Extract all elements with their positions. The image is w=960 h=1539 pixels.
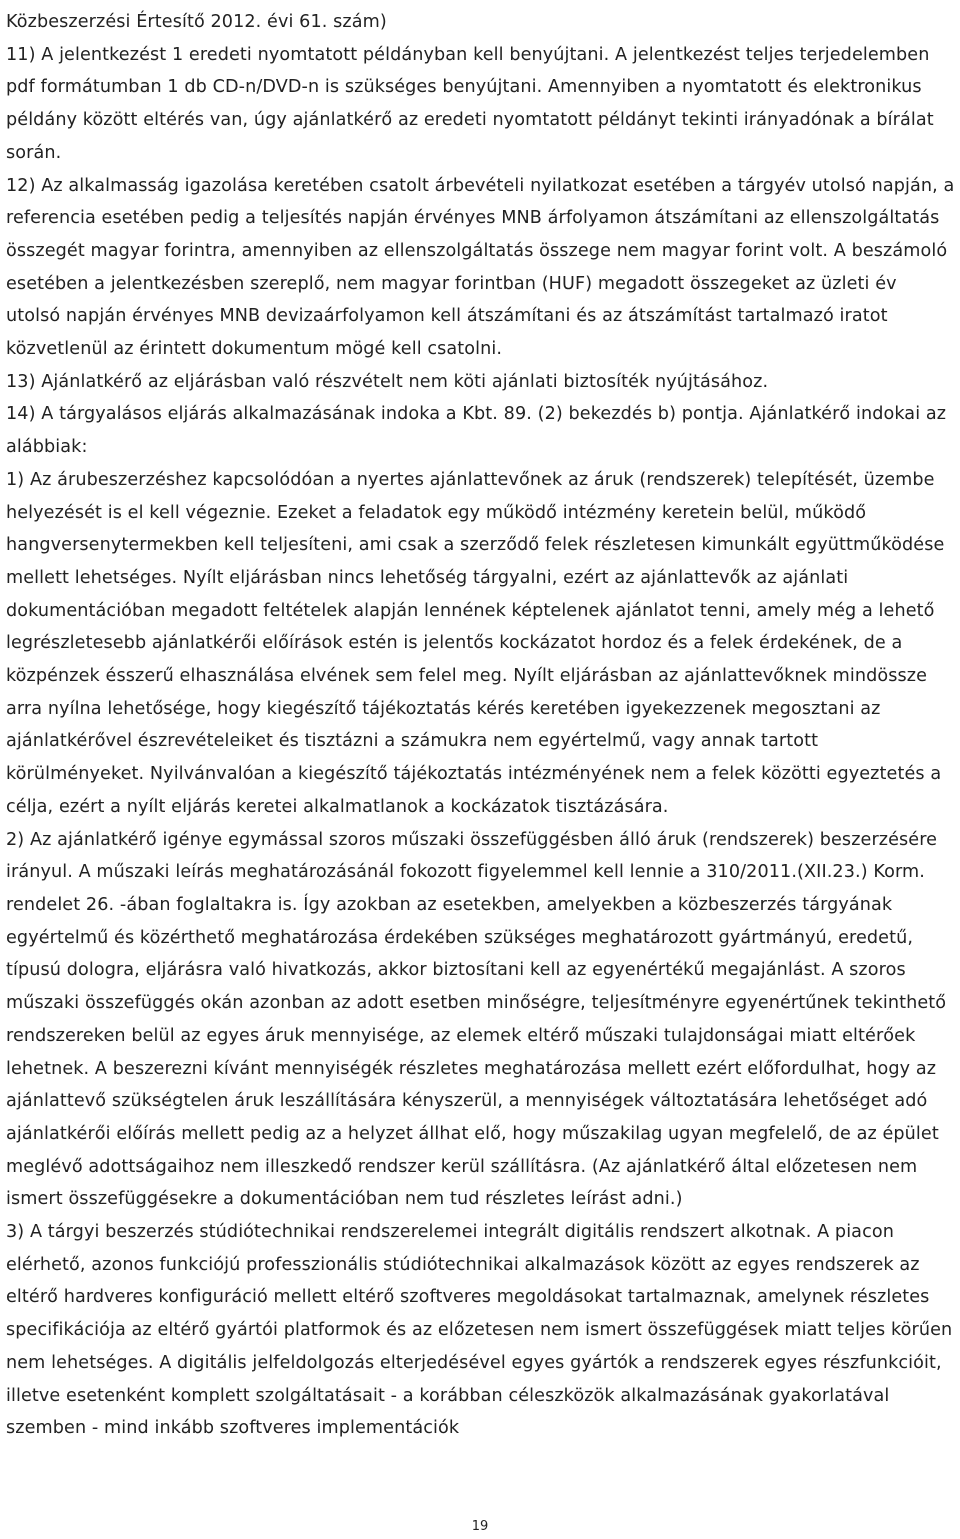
document-page [6, 6, 956, 1445]
paragraph-14: 14) A tárgyalásos eljárás alkalmazásának indoka a Kbt. 89. (2) bekezdés b) pontja. Ajánlatkérő indokai az alábbiak: [6, 404, 947, 458]
paragraph-reason-1: 1) Az árubeszerzéshez kapcsolódóan a nyertes ajánlattevőnek az áruk (rendszerek) telepítését, üzembe helyezését is el kell végeznie. Ezeket a feladatok egy működő intézmény keretein belül, működő hangversenytermekben kell teljesíteni, ami csak a szerződő felek részletesen kimunkált együttműködése mellett lehetséges. Nyílt eljárásban nincs lehetőség tárgyalni, ezért az ajánlattevők az ajánlati dokumentációban megadott feltételek alapján lennének képtelenek ajánlatot tenni, amely még a lehető legrészletesebb ajánlatkérői előírások estén is jelentős kockázatot hordoz és a felek érdekének, de a közpénzek ésszerű elhasználása elvének sem felel meg. Nyílt eljárásban az ajánlattevőknek mindössze arra nyílna lehetősége, hogy kiegészítő tájékoztatás kérés keretében igyekezzenek megosztani az ajánlatkérővel észrevételeiket és tisztázni a számukra nem egyértelmű, vagy annak tartott körülményeket. Nyilvánvalóan a kiegészítő tájékoztatás intézményének nem a felek közötti egyeztetés a célja, ezért a nyílt eljárás keretei alkalmatlanok a kockázatok tisztázására. [6, 469, 945, 817]
paragraph-13: 13) Ajánlatkérő az eljárásban való részvételt nem köti ajánlati biztosíték nyújtásához. [6, 371, 769, 392]
page-number: 19 [471, 1519, 489, 1534]
paragraph-11: 11) A jelentkezést 1 eredeti nyomtatott példányban kell benyújtani. A jelentkezést teljes terjedelemben pdf formátumban 1 db CD-n/DVD-n is szükséges benyújtani. Amennyiben a nyomtatott és elektronikus példány között eltérés van, úgy ajánlatkérő az eredeti nyomtatott példányt tekinti irányadónak a bírálat során. [6, 44, 934, 163]
paragraph-reason-3: 3) A tárgyi beszerzés stúdiótechnikai rendszerelemei integrált digitális rendszert alkotnak. A piacon elérhető, azonos funkciójú professzionális stúdiótechnikai alkalmazások között az egyes rendszerek az eltérő hardveres konfiguráció mellett eltérő szoftveres megoldásokat tartalmaznak, amelynek részletes specifikációja az eltérő gyártói platformok és az előzetesen nem ismert összefüggések miatt teljes körűen nem lehetséges. A digitális jelfeldolgozás elterjedésével egyes gyártók a rendszerek egyes részfunkcióit, illetve esetenként komplett szolgáltatásait - a korábban céleszközök alkalmazásának gyakorlatával szemben - mind inkább szoftveres implementációk [6, 1222, 953, 1439]
document-header: Közbeszerzési Értesítő 2012. évi 61. szám) [6, 12, 387, 32]
paragraph-reason-2: 2) Az ajánlatkérő igénye egymással szoros műszaki összefüggésben álló áruk (rendszerek) beszerzésére irányul. A műszaki leírás meghatározásánál fokozott figyelemmel kell lennie a 310/2011.(XII.23.) Korm. rendelet 26. -ában foglaltakra is. Így azokban az esetekben, amelyekben a közbeszerzés tárgyának egyértelmű és közérthető meghatározása érdekében szükséges meghatározott gyártmányú, eredetű, típusú dologra, eljárásra való hivatkozás, akkor biztosítani kell az egyenértékű megajánlást. A szoros műszaki összefüggés okán azonban az adott esetben minőségre, teljesítményre egyenértűnek tekinthető rendszereken belül az egyes áruk mennyisége, az elemek eltérő műszaki tulajdonságai miatt eltérőek lehetnek. A beszerezni kívánt mennyiségék részletes meghatározása mellett ezért előfordulhat, hogy az ajánlattevő szükségtelen áruk leszállítására kényszerül, a mennyiségek változtatására lehetőséget adó ajánlatkérői előírás mellett pedig az a helyzet állhat elő, hogy műszakilag ugyan megfelelő, de az épület meglévő adottságaihoz nem illeszkedő rendszer kerül szállításra. (Az ajánlatkérő által előzetesen nem ismert összefüggésekre a dokumentációban nem tud részletes leírást adni.) [6, 829, 947, 1210]
paragraph-12: 12) Az alkalmasság igazolása keretében csatolt árbevételi nyilatkozat esetében a tárgyév utolsó napján, a referencia esetében pedig a teljesítés napján érvényes MNB árfolyamon átszámítani az ellenszolgáltatás összegét magyar forintra, amennyiben az ellenszolgáltatás összege nem magyar forint volt. A beszámoló esetében a jelentkezésben szereplő, nem magyar forintban (HUF) megadott összegeket az üzleti év utolsó napján érvényes MNB devizaárfolyamon kell átszámítani és az átszámítást tartalmazó iratot közvetlenül az érintett dokumentum mögé kell csatolni. [6, 175, 955, 360]
